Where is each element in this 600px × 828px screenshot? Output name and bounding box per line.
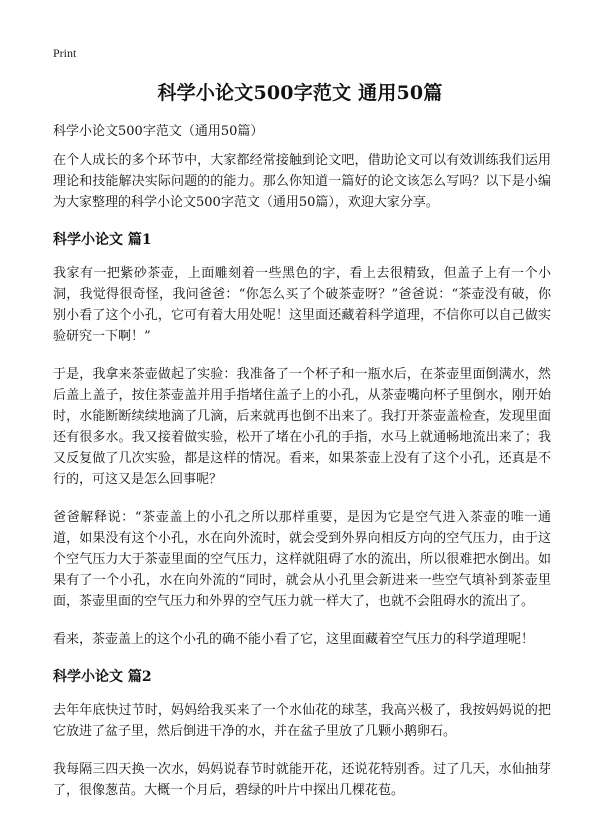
page-title: 科学小论文500字范文 通用50篇 xyxy=(157,82,443,104)
section-heading-1: 科学小论文 篇1 xyxy=(53,232,152,248)
intro-paragraph: 在个人成长的多个环节中，大家都经常接触到论文吧，借助论文可以有效训练我们运用理论和技能解决实际问题的的能力。那么你知道一篇好的论文该怎么写吗？以下是小编为大家整理的科学小论文500字范文（通用50篇），欢迎大家分享。 xyxy=(53,153,551,210)
section-2-paragraph-1: 去年年底快过节时，妈妈给我买来了一个水仙花的球茎，我高兴极了，我按妈妈说的把它放进了盆子里，然后倒进干净的水，并在盆子里放了几颗小鹅卵石。 xyxy=(53,703,551,739)
print-link[interactable]: Print xyxy=(53,46,77,60)
article-body xyxy=(53,150,551,818)
section-1-paragraph-3: 爸爸解释说：“茶壶盖上的小孔之所以那样重要，是因为它是空气进入茶壶的唯一通道，如果没有这个小孔，水在向外流时，就会受到外界向相反方向的空气压力，由于这个空气压力大于茶壶里面的空气压力，这样就阻碍了水的流出，所以很难把水倒出。如果有了一个小孔，水在向外流的“同时，就会从小孔里会新进来一些空气填补到茶壶里面，茶壶里面的空气压力和外界的空气压力就一样大了，也就不会阻碍水的流出了。 xyxy=(53,510,551,609)
section-heading-2: 科学小论文 篇2 xyxy=(53,669,152,685)
section-1-paragraph-2: 于是，我拿来茶壶做起了实验：我准备了一个杯子和一瓶水后，在茶壶里面倒满水，然后盖上盖子，按住茶壶盖并用手指堵住盖子上的小孔，从茶壶嘴向杯子里倒水，刚开始时，水能断断续续地滴了几滴，后来就再也倒不出来了。我打开茶壶盖检查，发现里面还有很多水。我又接着做实验，松开了堵在小孔的手指，水马上就通畅地流出来了；我又反复做了几次实验，都是这样的情况。看来，如果茶壶上没有了这个小孔，还真是不行的，可这又是怎么回事呢？ xyxy=(53,367,551,487)
page-subtitle: 科学小论文500字范文（通用50篇） xyxy=(53,124,264,139)
section-1-paragraph-4: 看来，茶壶盖上的这个小孔的确不能小看了它，这里面藏着空气压力的科学道理呢！ xyxy=(53,632,535,647)
section-1-paragraph-1: 我家有一把紫砂茶壶，上面雕刻着一些黑色的字，看上去很精致，但盖子上有一个小洞，我觉得很奇怪，我问爸爸：“你怎么买了个破茶壶呀？”爸爸说：“茶壶没有破，你别小看了这个小孔，它可有着大用处呢！这里面还藏着科学道理，不信你可以自己做实验研究一下啊！” xyxy=(53,266,551,344)
section-2-paragraph-2: 我每隔三四天换一次水，妈妈说春节时就能开花，还说花特别香。过了几天，水仙抽芽了，很像葱苗。大概一个月后，碧绿的叶片中探出几棵花苞。 xyxy=(53,762,551,798)
